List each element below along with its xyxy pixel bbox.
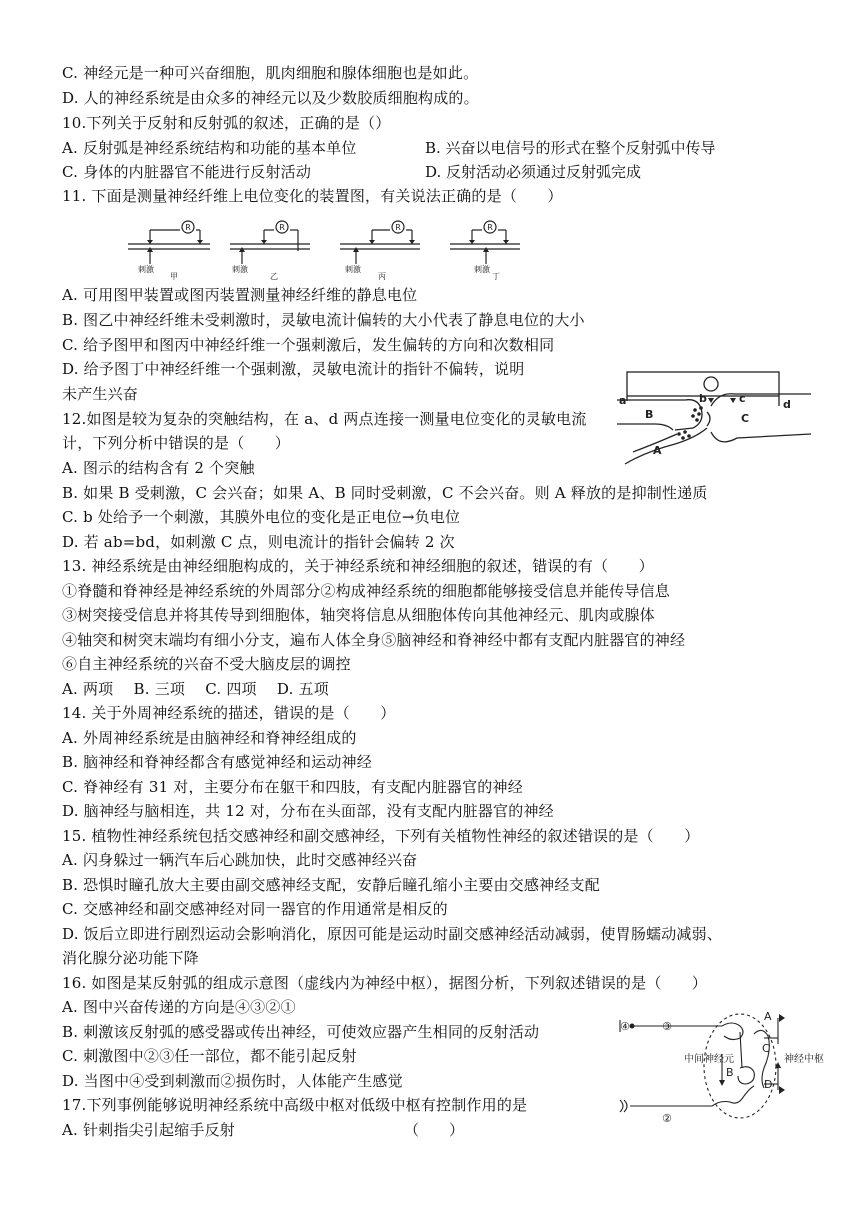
q12-label-b: b — [699, 392, 707, 405]
q17-stem: 17.下列事例能够说明神经系统中高级中枢对低级中枢有控制作用的是 — [62, 1096, 528, 1114]
q10-option-b: B. 兴奋以电信号的形式在整个反射弧中传导 — [425, 139, 716, 157]
q16-label-D: D — [764, 1078, 773, 1091]
q11-stim-label-1: 刺激 — [138, 265, 154, 274]
q15-option-d-cont: 消化腺分泌功能下降 — [62, 949, 199, 967]
q16-reflex-arc-figure — [614, 996, 830, 1126]
q11-panel-label-1: 甲 — [170, 272, 178, 280]
q13-statement-4: ⑥自主神经系统的兴奋不受大脑皮层的调控 — [62, 655, 351, 673]
q11-stem: 11. 下面是测量神经纤维上电位变化的装置图，有关说法正确的是（ ） — [62, 187, 563, 205]
q13-statement-3: ④轴突和树突末端均有细小分支，遍布人体全身⑤脑神经和脊神经中都有支配内脏器官的神经 — [62, 631, 686, 649]
q12-stem-cont: 计，下列分析中错误的是（ ） — [62, 434, 291, 452]
q12-label-c: c — [739, 392, 746, 405]
q10-option-a: A. 反射弧是神经系统结构和功能的基本单位 — [62, 139, 357, 157]
q11-panel-label-4: 丁 — [492, 272, 500, 280]
q12-label-B: B — [645, 408, 654, 421]
q11-option-a: A. 可用图甲装置或图丙装置测量神经纤维的静息电位 — [62, 286, 418, 304]
q16-stem: 16. 如图是某反射弧的组成示意图（虚线内为神经中枢），据图分析，下列叙述错误的是（ ） — [62, 974, 708, 992]
q16-label-C: C — [762, 1042, 770, 1055]
q11-meter-label-4: R — [487, 223, 493, 232]
q15-stem: 15. 植物性神经系统包括交感神经和副交感神经，下列有关植物性神经的叙述错误的是（ ） — [62, 827, 700, 845]
q11-stim-label-3: 刺激 — [345, 265, 361, 274]
q15-option-c: C. 交感神经和副交感神经对同一器官的作用通常是相反的 — [62, 900, 448, 918]
q15-option-d: D. 饭后立即进行剧烈运动会影响消化，原因可能是运动时副交感神经活动减弱，使胃肠蠕动减弱、 — [62, 925, 723, 943]
q16-label-4: ④ — [620, 1020, 630, 1033]
q12-label-A: A — [653, 444, 662, 457]
q10-option-d: D. 反射活动必须通过反射弧完成 — [425, 163, 642, 181]
q11-option-b: B. 图乙中神经纤维未受刺激时，灵敏电流计偏转的大小代表了静息电位的大小 — [62, 311, 585, 329]
q11-meter-label-1: R — [185, 223, 191, 232]
q17-answer-blank: （ ） — [404, 1121, 465, 1139]
q11-meter-label-2: R — [279, 223, 285, 232]
q10-stem: 10.下列关于反射和反射弧的叙述，正确的是（） — [62, 114, 391, 132]
q11-stim-label-4: 刺激 — [474, 265, 490, 274]
q14-option-b: B. 脑神经和脊神经都含有感觉神经和运动神经 — [62, 753, 372, 771]
q16-option-d: D. 当图中④受到刺激而②损伤时，人体能产生感觉 — [62, 1072, 403, 1090]
q16-label-2: ② — [662, 1112, 672, 1125]
q13-options: A. 两项 B. 三项 C. 四项 D. 五项 — [62, 680, 329, 698]
q17-option-a: A. 针刺指尖引起缩手反射 — [62, 1121, 235, 1139]
q11-option-d-cont: 未产生兴奋 — [62, 385, 139, 403]
q16-label-3: ③ — [662, 1020, 672, 1033]
q12-label-C: C — [741, 412, 750, 425]
q12-stem: 12.如图是较为复杂的突触结构，在 a、d 两点连接一测量电位变化的灵敏电流 — [62, 410, 587, 428]
q16-option-b: B. 刺激该反射弧的感受器或传出神经，可使效应器产生相同的反射活动 — [62, 1023, 540, 1041]
q12-label-d: d — [783, 398, 791, 411]
q12-option-a: A. 图示的结构含有 2 个突触 — [62, 459, 255, 477]
q11-option-c: C. 给予图甲和图丙中神经纤维一个强刺激后，发生偏转的方向和次数相同 — [62, 336, 555, 354]
q14-option-a: A. 外周神经系统是由脑神经和脊神经组成的 — [62, 729, 357, 747]
q12-option-d: D. 若 ab=bd，如刺激 C 点，则电流计的指针会偏转 2 次 — [62, 533, 455, 551]
q16-label-B: B — [726, 1066, 734, 1079]
q11-meter-label-3: R — [395, 223, 401, 232]
q11-panel-label-3: 丙 — [378, 272, 386, 280]
q14-stem: 14. 关于外周神经系统的描述，错误的是（ ） — [62, 704, 396, 722]
q12-label-a: a — [619, 394, 627, 407]
q12-option-b: B. 如果 B 受刺激，C 会兴奋；如果 A、B 同时受刺激，C 不会兴奋。则 A 释放的是抑制性递质 — [62, 484, 708, 502]
q11-stim-label-2: 刺激 — [232, 265, 248, 274]
q13-statement-1: ①脊髓和脊神经是神经系统的外周部分②构成神经系统的细胞都能够接受信息并能传导信息 — [62, 582, 671, 600]
q13-statement-2: ③树突接受信息并将其传导到细胞体，轴突将信息从细胞体传向其他神经元、肌肉或腺体 — [62, 606, 655, 624]
q15-option-a: A. 闪身躲过一辆汽车后心跳加快，此时交感神经兴奋 — [62, 851, 418, 869]
q9-option-c: C. 神经元是一种可兴奋细胞，肌肉细胞和腺体细胞也是如此。 — [62, 64, 479, 82]
q14-option-d: D. 脑神经与脑相连，共 12 对，分布在头面部，没有支配内脏器官的神经 — [62, 802, 554, 820]
q12-synapse-figure — [615, 368, 815, 468]
q16-label-interneuron: 中间神经元 — [684, 1054, 734, 1065]
q11-panel-label-2: 乙 — [270, 272, 278, 280]
q16-option-a: A. 图中兴奋传递的方向是④③②① — [62, 998, 296, 1016]
q16-option-c: C. 刺激图中②③任一部位，都不能引起反射 — [62, 1047, 357, 1065]
q11-apparatus-figure — [120, 212, 540, 280]
q16-label-center: 神经中枢 — [784, 1054, 824, 1065]
q11-option-d: D. 给予图丁中神经纤维一个强刺激，灵敏电流计的指针不偏转，说明 — [62, 360, 525, 378]
q12-option-c: C. b 处给予一个刺激，其膜外电位的变化是正电位→负电位 — [62, 508, 461, 526]
q10-option-c: C. 身体的内脏器官不能进行反射活动 — [62, 163, 312, 181]
q15-option-b: B. 恐惧时瞳孔放大主要由副交感神经支配，安静后瞳孔缩小主要由交感神经支配 — [62, 876, 600, 894]
q16-label-A: A — [764, 1010, 772, 1023]
q14-option-c: C. 脊神经有 31 对，主要分布在躯干和四肢，有支配内脏器官的神经 — [62, 778, 523, 796]
q9-option-d: D. 人的神经系统是由众多的神经元以及少数胶质细胞构成的。 — [62, 89, 479, 107]
q13-stem: 13. 神经系统是由神经细胞构成的，关于神经系统和神经细胞的叙述，错误的有（ ） — [62, 557, 654, 575]
